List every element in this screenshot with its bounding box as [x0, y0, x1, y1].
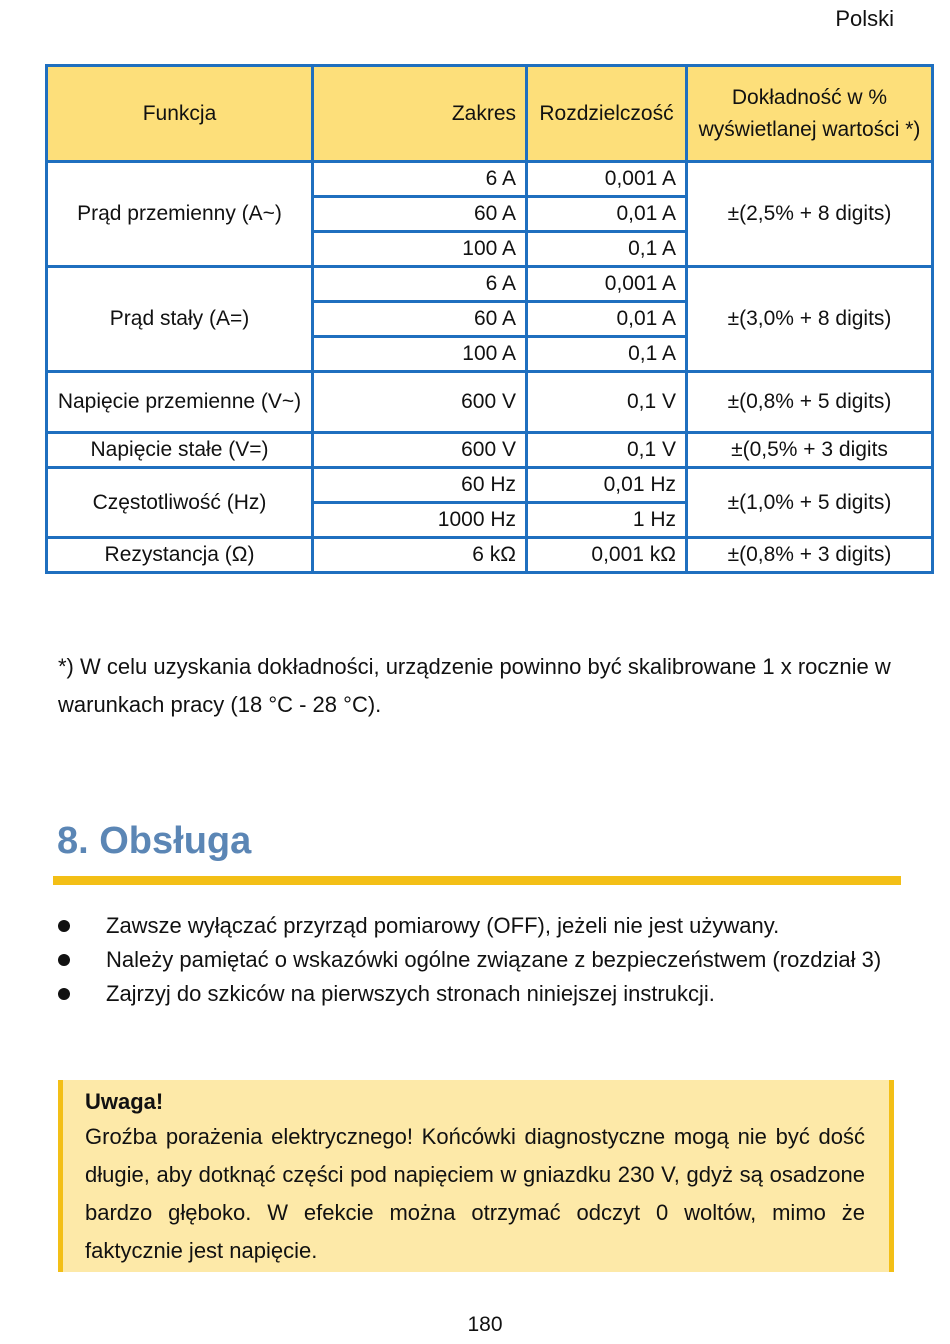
function-cell: Częstotliwość (Hz): [47, 468, 313, 538]
bullet-icon: [58, 954, 70, 966]
resolution-cell: 0,01 A: [527, 197, 687, 232]
list-item: [58, 977, 896, 1011]
header-accuracy: Dokładność w % wyświetlanej wartości *): [687, 66, 933, 162]
range-cell: 60 Hz: [313, 468, 527, 503]
range-cell: 6 A: [313, 162, 527, 197]
list-item: [58, 943, 896, 977]
range-cell: 1000 Hz: [313, 503, 527, 538]
accuracy-cell: ±(2,5% + 8 digits): [687, 162, 933, 267]
resolution-cell: 0,1 A: [527, 232, 687, 267]
resolution-cell: 0,1 V: [527, 433, 687, 468]
accuracy-cell: ±(0,8% + 3 digits): [687, 538, 933, 573]
range-cell: 6 A: [313, 267, 527, 302]
accuracy-cell: ±(0,5% + 3 digits: [687, 433, 933, 468]
function-cell: Prąd stały (A=): [47, 267, 313, 372]
warning-note: [58, 1080, 894, 1272]
section-title: 8. Obsługa: [57, 820, 252, 862]
list-item-text: Zajrzyj do szkiców na pierwszych stronach niniejszej instrukcji.: [106, 981, 715, 1006]
list-item-text: Należy pamiętać o wskazówki ogólne związane z bezpieczeństwem (rozdział 3): [106, 947, 882, 972]
function-cell: Rezystancja (Ω): [47, 538, 313, 573]
list-item: [58, 909, 896, 943]
resolution-cell: 0,1 A: [527, 337, 687, 372]
resolution-cell: 0,01 A: [527, 302, 687, 337]
footnote: *) W celu uzyskania dokładności, urządzenie powinno być skalibrowane 1 x rocznie w warunkach pracy (18 °C - 28 °C).: [58, 654, 891, 717]
table-row: [47, 372, 933, 433]
spec-table: [45, 64, 934, 574]
table-row: [47, 468, 933, 503]
bullet-list: [58, 909, 896, 1011]
warning-body: Groźba porażenia elektrycznego! Końcówki diagnostyczne mogą nie być dość długie, aby dotknąć części pod napięciem w gniazdku 230 V, gdyż są osadzone bardzo głęboko. W efekcie można otrzymać odczyt 0 woltów, mimo że faktycznie jest napięcie.: [85, 1124, 865, 1263]
table-row: [47, 267, 933, 302]
table-row: [47, 433, 933, 468]
list-item-text: Zawsze wyłączać przyrząd pomiarowy (OFF), jeżeli nie jest używany.: [106, 913, 780, 938]
function-cell: Napięcie stałe (V=): [47, 433, 313, 468]
function-cell: Napięcie przemienne (V~): [47, 372, 313, 433]
function-cell: Prąd przemienny (A~): [47, 162, 313, 267]
accuracy-cell: ±(3,0% + 8 digits): [687, 267, 933, 372]
header-resolution: Rozdzielczość: [527, 66, 687, 162]
warning-title: Uwaga!: [85, 1089, 164, 1114]
resolution-cell: 1 Hz: [527, 503, 687, 538]
accuracy-cell: ±(1,0% + 5 digits): [687, 468, 933, 538]
header-function: Funkcja: [47, 66, 313, 162]
bullet-icon: [58, 920, 70, 932]
range-cell: 60 A: [313, 302, 527, 337]
range-cell: 600 V: [313, 433, 527, 468]
language-label: Polski: [835, 6, 894, 31]
table-header-row: [47, 66, 933, 162]
page-number: 180: [467, 1313, 503, 1336]
range-cell: 100 A: [313, 232, 527, 267]
table-row: [47, 538, 933, 573]
resolution-cell: 0,01 Hz: [527, 468, 687, 503]
table-row: [47, 162, 933, 197]
range-cell: 100 A: [313, 337, 527, 372]
bullet-icon: [58, 988, 70, 1000]
range-cell: 600 V: [313, 372, 527, 433]
accuracy-cell: ±(0,8% + 5 digits): [687, 372, 933, 433]
section-divider: [53, 876, 901, 885]
resolution-cell: 0,001 A: [527, 267, 687, 302]
resolution-cell: 0,1 V: [527, 372, 687, 433]
resolution-cell: 0,001 A: [527, 162, 687, 197]
resolution-cell: 0,001 kΩ: [527, 538, 687, 573]
range-cell: 6 kΩ: [313, 538, 527, 573]
header-range: Zakres: [313, 66, 527, 162]
range-cell: 60 A: [313, 197, 527, 232]
